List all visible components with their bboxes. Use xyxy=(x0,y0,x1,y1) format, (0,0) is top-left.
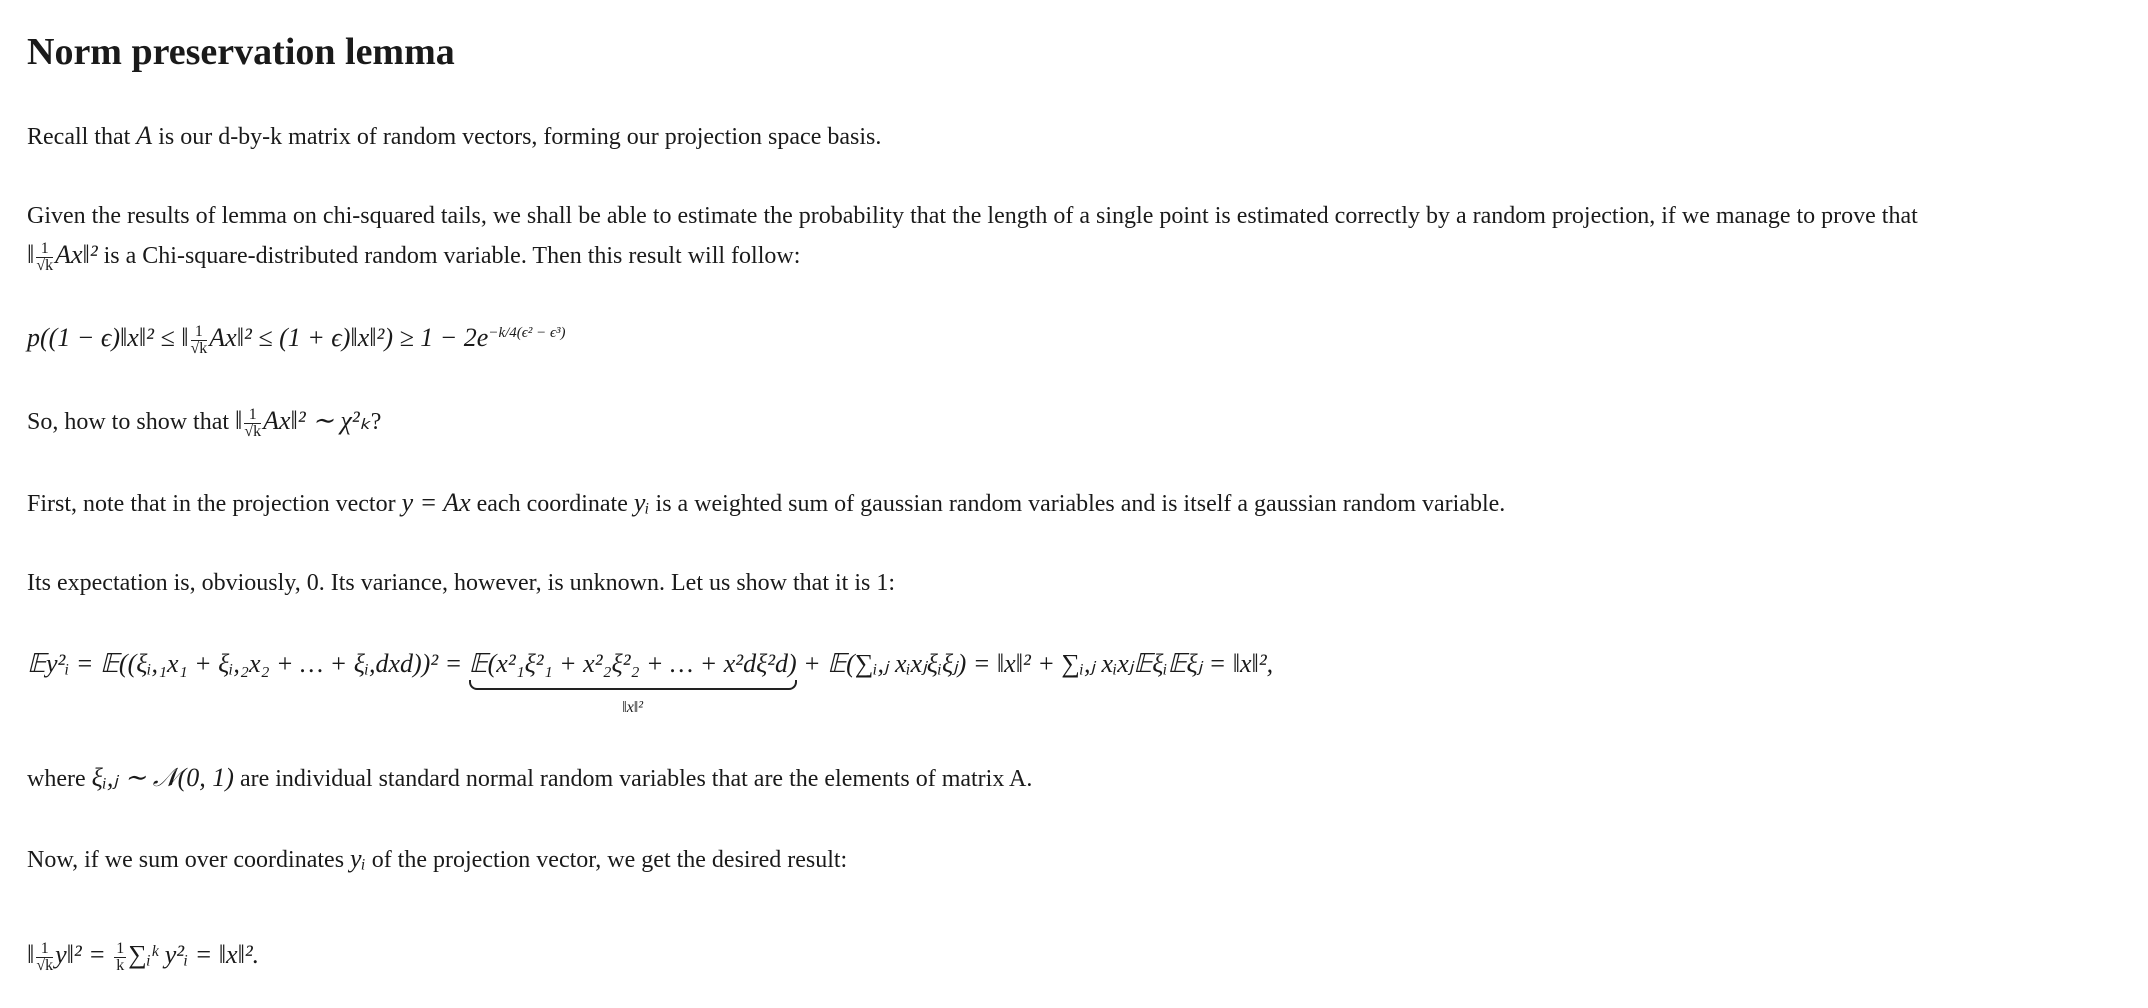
text: is a weighted sum of gaussian random variables and is itself a gaussian random variable. xyxy=(649,491,1506,517)
page-title: Norm preservation lemma xyxy=(27,31,455,73)
paragraph-given-line2 xyxy=(27,240,800,274)
math: yᵢ xyxy=(350,844,366,873)
numerator: 1 xyxy=(244,407,261,424)
text: is our d-by-k matrix of random vectors, forming our projection space basis. xyxy=(152,124,882,150)
text: each coordinate xyxy=(470,491,634,517)
math: y = Ax xyxy=(401,488,471,517)
equation-variance xyxy=(27,649,1274,716)
equation-sum xyxy=(27,940,259,974)
denominator: √k xyxy=(36,256,54,274)
underbrace-label: ‖x‖² xyxy=(622,699,644,716)
math: ‖ xyxy=(235,406,243,435)
fraction xyxy=(36,941,53,974)
text: where xyxy=(27,766,92,792)
text: So, how to show that xyxy=(27,409,236,435)
math: ‖ xyxy=(27,240,35,269)
math: ‖ xyxy=(27,940,35,969)
math: 𝔼(x²₁ξ²₁ + x²₂ξ²₂ + … + x²dξ²d) xyxy=(468,649,797,678)
numerator: 1 xyxy=(191,324,208,341)
math: + 𝔼(∑ᵢ,ⱼ xᵢxⱼξᵢξⱼ) = ‖x‖² + ∑ᵢ,ⱼ xᵢxⱼ𝔼ξᵢ𝔼ξⱼ = ‖x‖², xyxy=(796,649,1274,678)
denominator: √k xyxy=(36,956,54,974)
paragraph-given xyxy=(27,201,1918,231)
equation-probability-bound xyxy=(27,318,566,357)
math: ξᵢ,ⱼ ∼ 𝒩(0, 1) xyxy=(91,763,234,792)
paragraph-first xyxy=(27,488,1505,519)
math: 𝔼y²ᵢ = 𝔼((ξᵢ,₁x₁ + ξᵢ,₂x₂ + … + ξᵢ,dxd))² = xyxy=(27,649,469,678)
exponent: −k/4(ϵ² − ϵ³) xyxy=(488,325,566,341)
fraction xyxy=(114,941,126,974)
text: is a Chi-square-distributed random variable. Then this result will follow: xyxy=(97,243,801,269)
paragraph-question xyxy=(27,406,381,440)
text: ? xyxy=(370,409,382,435)
math: yᵢ xyxy=(633,488,650,517)
text: First, note that in the projection vector xyxy=(27,491,402,517)
fraction xyxy=(36,241,53,274)
fraction xyxy=(191,324,208,357)
paragraph-recall xyxy=(27,121,881,152)
text: Now, if we sum over coordinates xyxy=(27,847,351,873)
math: Ax‖² ∼ χ²ₖ xyxy=(263,406,371,435)
math: Ax‖² ≤ (1 + ϵ)‖x‖²) ≥ 1 − 2e xyxy=(209,323,489,352)
underbrace xyxy=(468,649,797,716)
numerator: 1 xyxy=(36,941,53,958)
denominator: √k xyxy=(190,339,208,357)
math: y‖² = xyxy=(55,940,113,969)
numerator: 1 xyxy=(36,241,53,258)
math: Ax‖² xyxy=(55,240,98,269)
text: of the projection vector, we get the desired result: xyxy=(365,847,848,873)
denominator: √k xyxy=(244,422,262,440)
fraction xyxy=(244,407,261,440)
text: Recall that xyxy=(27,124,137,150)
text: Given the results of lemma on chi-squared tails, we shall be able to estimate the probability that the length of a single point is estimated correctly by a random projection, if we manage to prove that xyxy=(27,203,1918,229)
math-A: A xyxy=(136,121,153,150)
text: are individual standard normal random variables that are the elements of matrix A. xyxy=(233,766,1033,792)
math: ∑ᵢᵏ y²ᵢ = ‖x‖². xyxy=(128,940,260,969)
paragraph-now xyxy=(27,844,847,875)
math: p((1 − ϵ)‖x‖² ≤ ‖ xyxy=(27,323,189,352)
numerator: 1 xyxy=(116,939,125,957)
denominator: k xyxy=(116,956,125,974)
paragraph-expectation: Its expectation is, obviously, 0. Its variance, however, is unknown. Let us show that it is 1: xyxy=(27,570,896,596)
paragraph-where xyxy=(27,763,1032,794)
